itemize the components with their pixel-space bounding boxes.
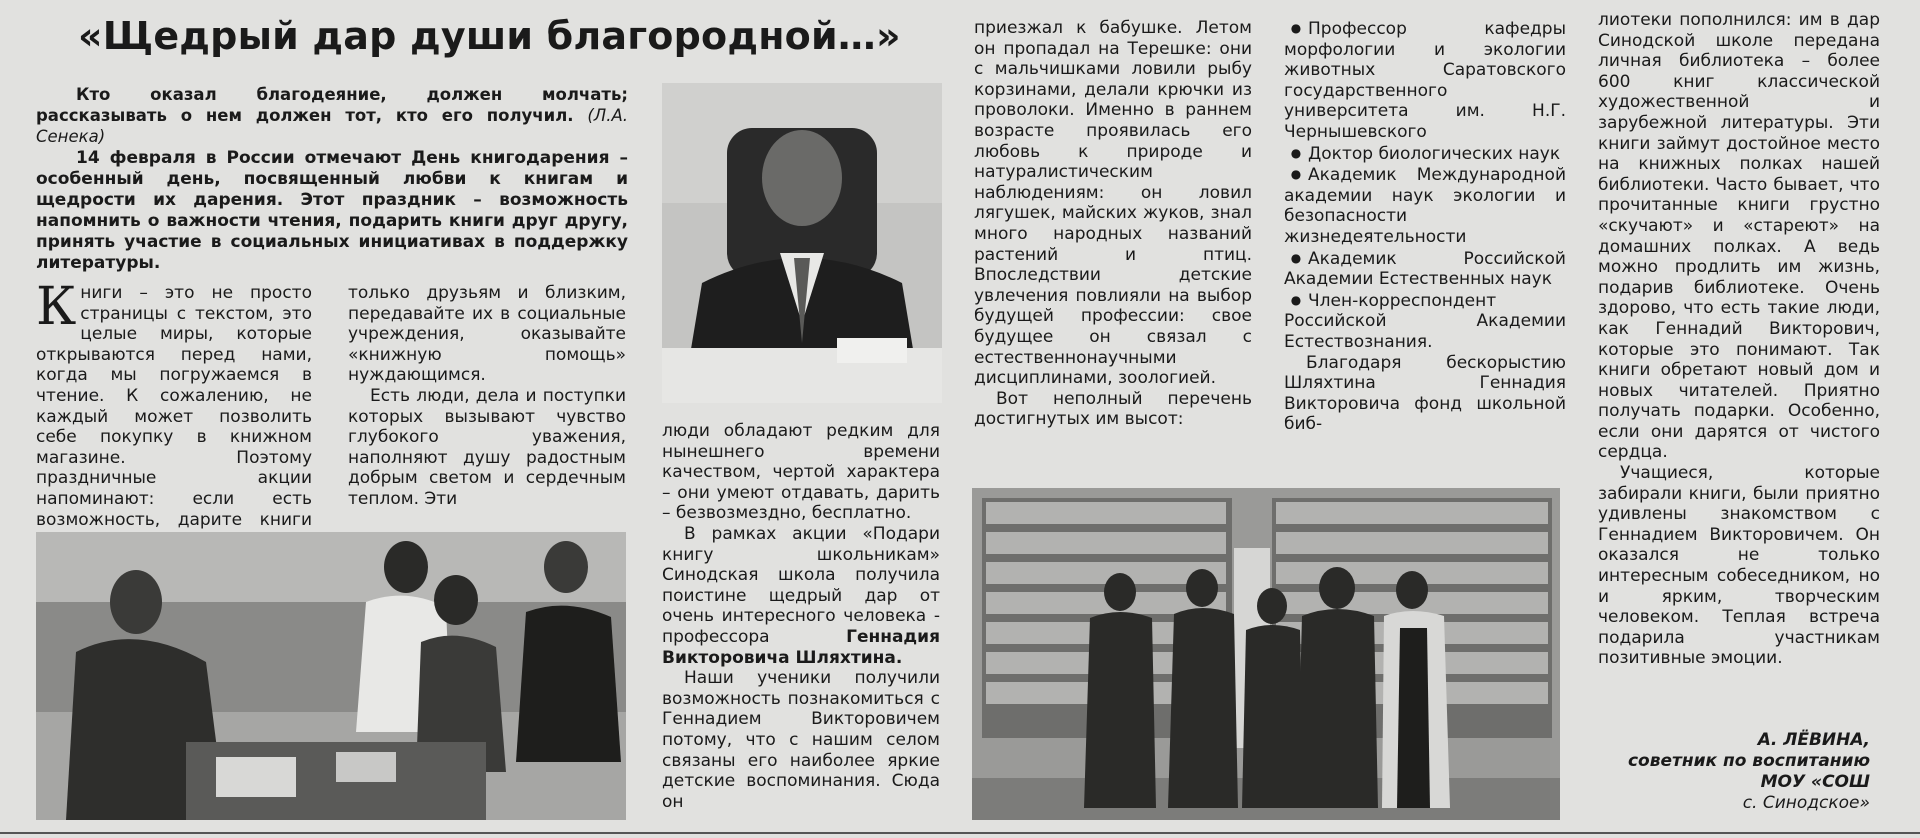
author-place: с. Синодское» — [1742, 793, 1870, 813]
col3-p2-start: В рамках акции «Подари книгу школьникам» Синодская школа получила поистине щедрый дар от очень интересного человека - профессора — [662, 523, 940, 647]
author-signature — [1560, 730, 1870, 814]
students-sofa-photo-image — [36, 532, 626, 820]
epigraph-text: Кто оказал благодеяние, должен молчать; рассказывать о нем должен тот, кто его получил. — [36, 85, 628, 125]
list-item: ● Академик Российской Академии Естественных наук — [1284, 248, 1566, 290]
col3-p3: Наши ученики получили возможность познакомиться с Геннадием Викторовичем потому, что с нашим селом связаны его наиболее яркие детские воспоминания. Сюда он — [662, 668, 940, 812]
col3-p1: люди обладают редким для нынешнего времени качеством, чертой характера – они умеют отдавать, дарить – безвозмездно, бесплатно. — [662, 421, 940, 524]
list-item: ● Доктор биологических наук — [1284, 143, 1566, 165]
portrait-photo-image — [662, 83, 942, 403]
column-4 — [974, 18, 1252, 430]
author-title: советник по воспитанию — [1627, 751, 1870, 771]
page-bottom-rule — [0, 832, 1920, 834]
epigraph-author: (Л.А. Сенека) — [36, 106, 628, 146]
achievements-list — [1284, 18, 1566, 353]
lead-paragraph: 14 февраля в России отмечают День книгодарения – особенный день, посвященный любви к книгам и щедрости их дарения. Этот праздник – возможность напомнить о важности чтения, подарить книги друг другу, принять участие в социальных инициативах в поддержку литературы. — [36, 148, 628, 273]
column-6 — [1598, 10, 1880, 669]
column-2 — [348, 283, 626, 510]
col5-p-after: Благодаря бескорыстию Шляхтина Геннадия Викторовича фонд школьной биб- — [1284, 352, 1566, 435]
list-item: ● Академик Международной академии наук экологии и безопасности жизнедеятельности — [1284, 164, 1566, 247]
list-item: ● Профессор кафедры морфологии и экологии животных Саратовского государственного университета им. Н.Г. Чернышевского — [1284, 18, 1566, 143]
list-item: ● Член-корреспондент Российской Академии Естествознания. — [1284, 290, 1566, 353]
col2-p2: Есть люди, дела и поступки которых вызывают чувство глубокого уважения, наполняют душу радостным добрым светом и сердечным теплом. Эти — [348, 385, 626, 509]
col2-p1: только друзьям и близким, передавайте их в социальные учреждения, оказывайте «книжную помощь» нуждающимся. — [348, 283, 626, 386]
column-5 — [1284, 18, 1566, 435]
col6-p2: Учащиеся, которые забирали книги, были приятно удивлены знакомством с Геннадием Викторовичем. Он оказался не только интересным собеседником, но и ярким, творческим человеком. Теплая встреча подарила участникам позитивные эмоции. — [1598, 463, 1880, 669]
author-name: А. ЛЁВИНА, — [1757, 730, 1870, 750]
library-group-photo — [972, 488, 1560, 820]
col4-p2: Вот неполный перечень достигнутых им высот: — [974, 388, 1252, 430]
dropcap: К — [36, 277, 77, 337]
col3-p2 — [662, 524, 940, 668]
col6-p1: лиотеки пополнился: им в дар Синодской школе передана личная библиотека – более 600 книг классической художественной и зарубежной литературы. Эти книги займут достойное место на книжных полках нашей библиотеки. Часто бывает, что прочитанные книги грустно «скучают» и «стареют» на домашних полках. А ведь можно продлить им жизнь, подарив библиотеке. Очень здорово, что есть такие люди, как Геннадий Викторович, которые это понимают. Так книги обретают новый дом и новых читателей. Приятно получать подарки. Особенно, если они дарятся от чистого сердца. — [1598, 10, 1880, 463]
col1-text: ниги – это не просто страницы с текстом, это целые миры, которые открываются перед нами, когда мы погружаемся в чтение. К сожалению, не каждый может позволить себе покупку в книжном магазине. Поэтому праздничные акции напоминают: если есть возможность, дарите книги — [36, 283, 312, 530]
portrait-photo — [662, 83, 942, 403]
col4-p1: приезжал к бабушке. Летом он пропадал на Терешке: они с мальчишками ловили рыбу корзинами, делали крючки из проволоки. Именно в раннем возрасте проявилась его любовь к природе и натуралистическим наблюдениям: он ловил лягушек, майских жуков, знал много народных названий растений и птиц. Впоследствии детские увлечения повлияли на выбор будущей профессии: свое будущее он связал с естественнонаучными дисциплинами, зоологией. — [974, 18, 1252, 389]
students-sofa-photo — [36, 532, 626, 820]
column-1 — [36, 277, 312, 551]
author-org: МОУ «СОШ — [1760, 772, 1870, 792]
library-group-photo-image — [972, 488, 1560, 820]
column-3 — [662, 421, 940, 812]
headline: «Щедрый дар души благородной…» — [78, 14, 901, 58]
col3-p2-name: Геннадия Викторовича Шляхтина. — [662, 626, 940, 668]
epigraph — [36, 84, 628, 147]
